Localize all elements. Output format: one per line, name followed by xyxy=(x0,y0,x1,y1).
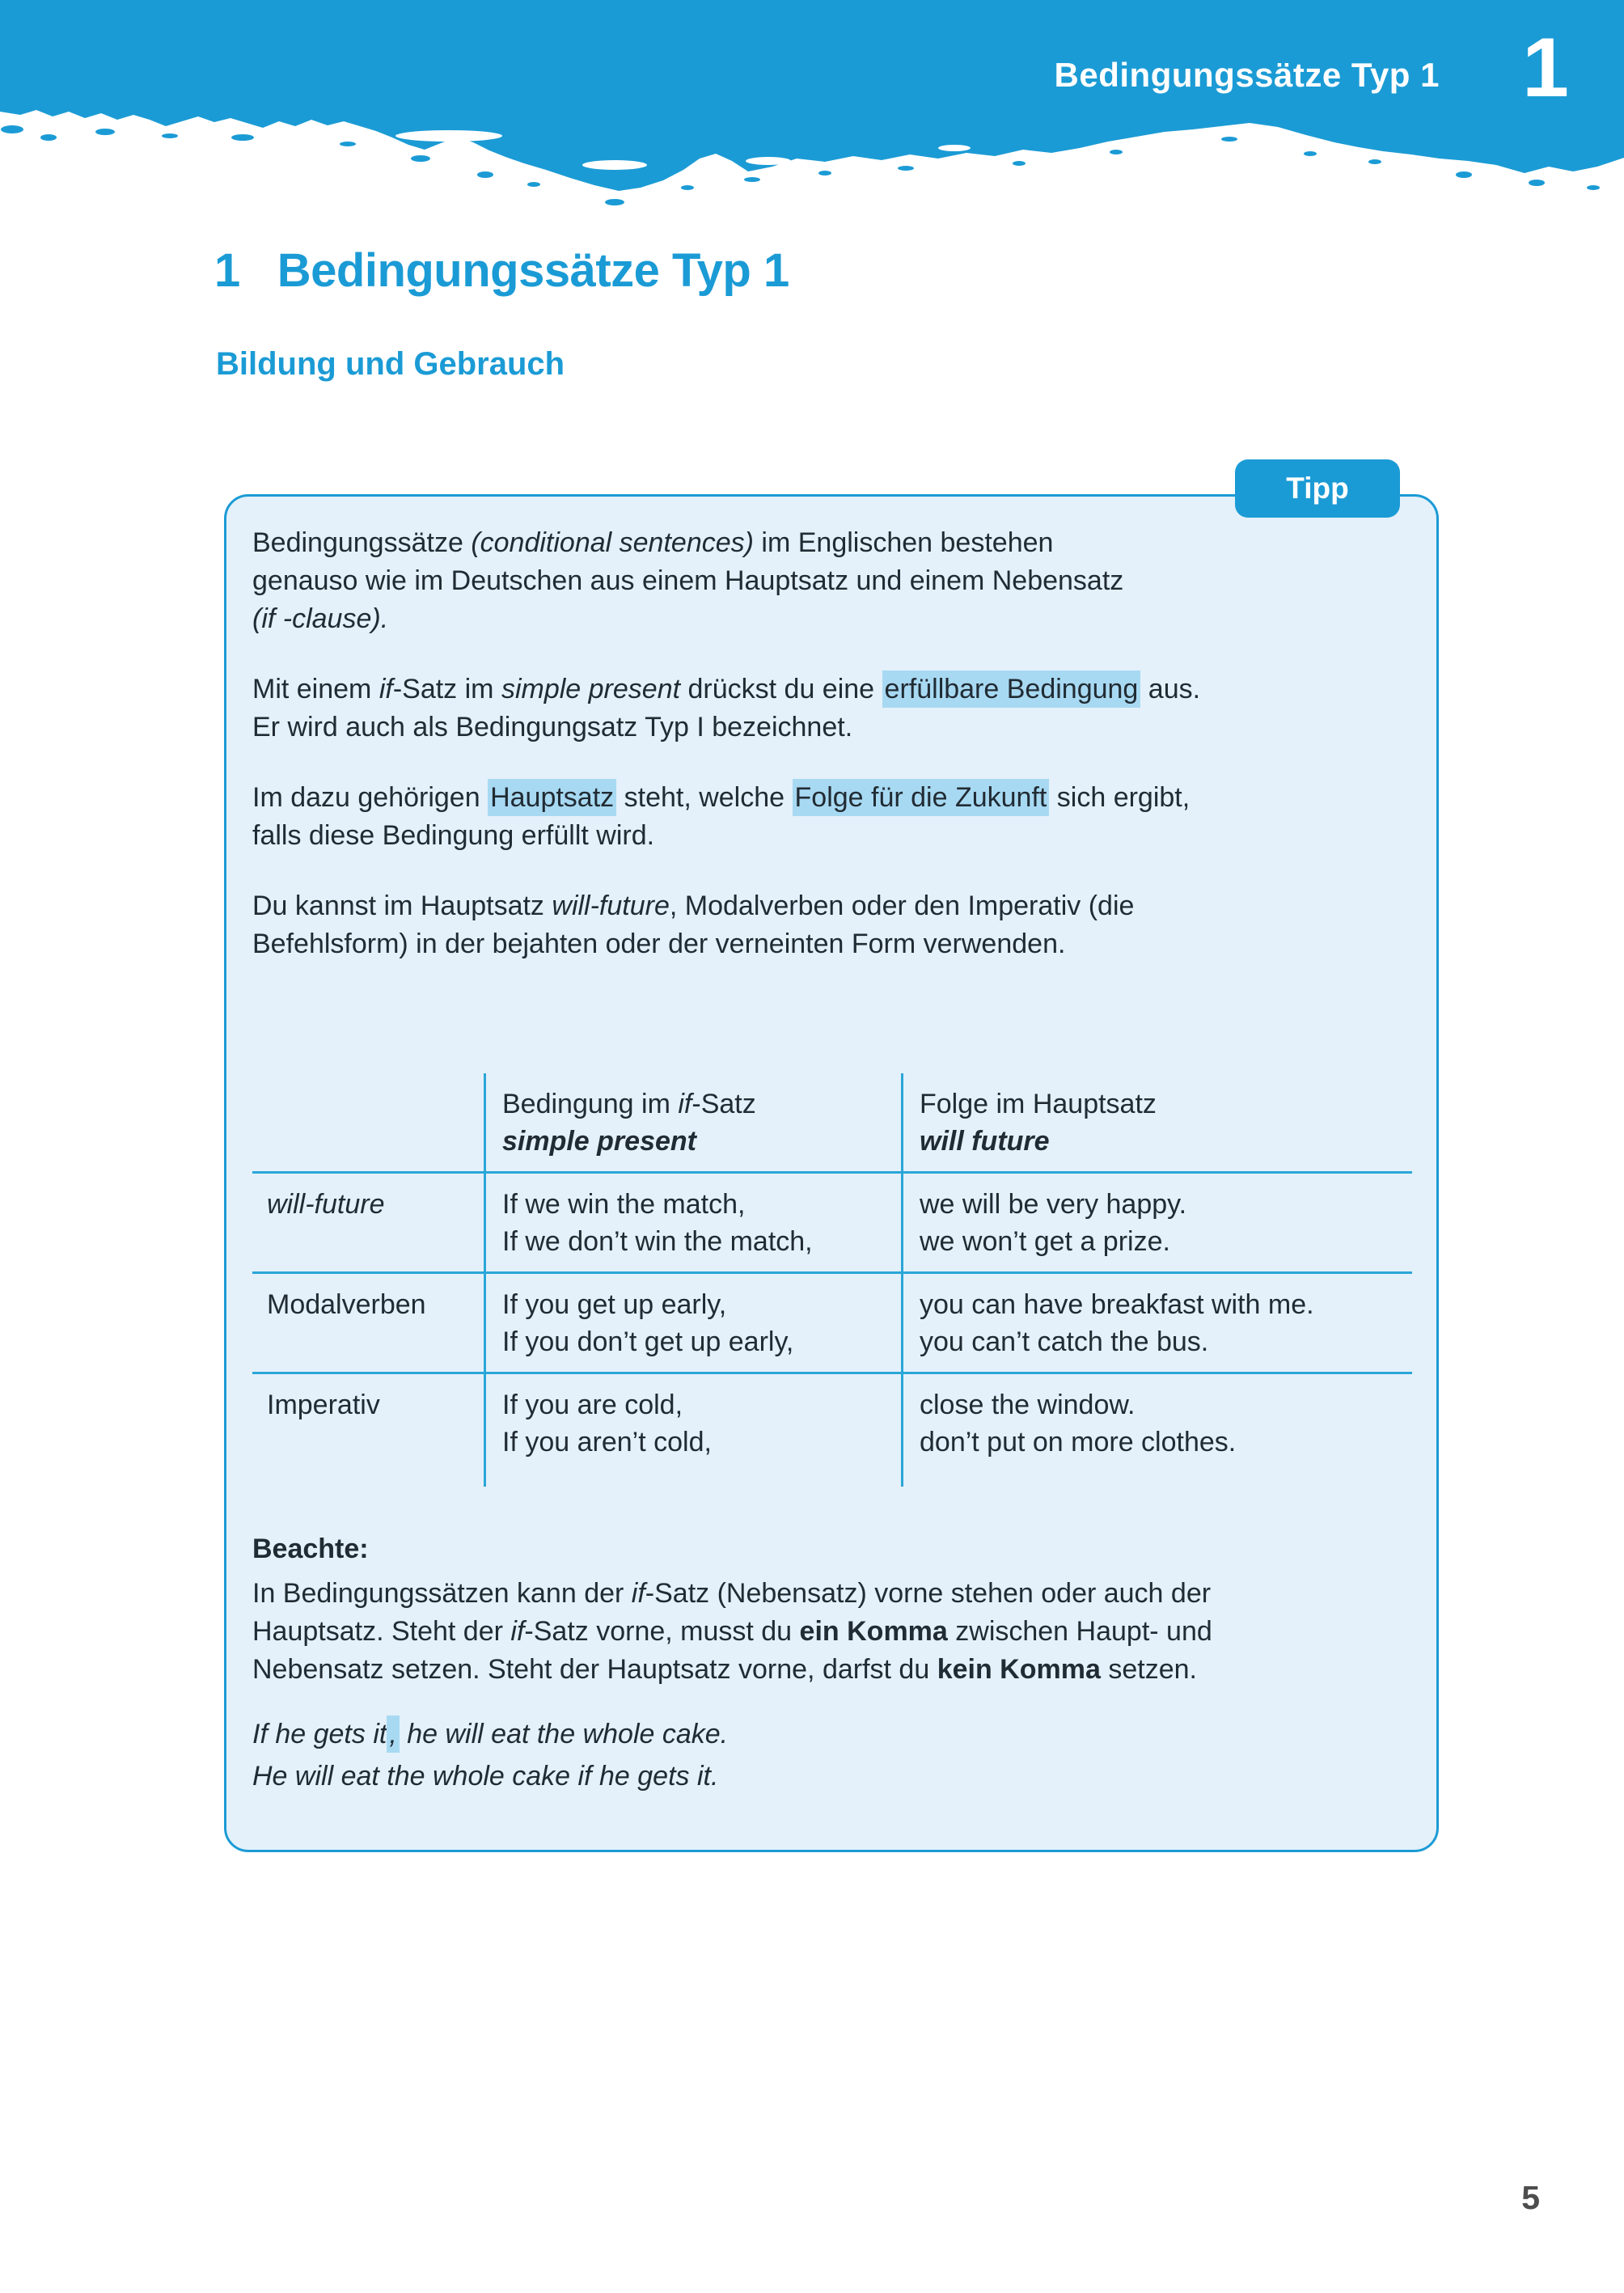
tip-paragraph-condition: Mit einem if-Satz im simple present drückst du eine erfüllbare Bedingung aus. Er wird auch als Bedingungsatz Typ I bezeichnet. xyxy=(252,671,1412,747)
page-number: 5 xyxy=(1521,2179,1540,2216)
tip-paragraph-mainclause: Im dazu gehörigen Hauptsatz steht, welche Folge für die Zukunft sich ergibt, falls diese Bedingung erfüllt wird. xyxy=(252,779,1412,855)
row-label: will-future xyxy=(267,1189,385,1220)
section-title: Bildung und Gebrauch xyxy=(216,346,565,382)
tip-tab-label: Tipp xyxy=(1235,459,1400,518)
condition-line: If you don’t get up early, xyxy=(502,1326,794,1357)
table-row-modalverben xyxy=(252,1271,1412,1372)
row-condition-cell xyxy=(484,1374,901,1487)
table-header-result-cell xyxy=(901,1073,1412,1171)
row-label: Modalverben xyxy=(267,1289,426,1320)
chapter-label: Bedingungssätze Typ 1 xyxy=(1054,56,1440,94)
table-header-condition-line2: simple present xyxy=(502,1126,696,1157)
note-heading: Beachte: xyxy=(252,1534,369,1564)
tip-paragraph-intro: Bedingungssätze (conditional sentences) im Englischen bestehen genauso wie im Deutschen aus einem Hauptsatz und einem Nebensatz (if -clause). xyxy=(252,527,1124,634)
row-condition-cell xyxy=(484,1274,901,1372)
table-header-empty-cell xyxy=(252,1073,484,1171)
tip-paragraph-forms: Du kannst im Hauptsatz will-future, Modalverben oder den Imperativ (die Befehlsform) in der bejahten oder der verneinten Form verwenden. xyxy=(252,891,1135,959)
chapter-title xyxy=(214,244,789,297)
row-result-cell xyxy=(901,1274,1412,1372)
row-result-cell xyxy=(901,1174,1412,1271)
condition-line: If you are cold, xyxy=(502,1390,683,1420)
result-line: don’t put on more clothes. xyxy=(920,1427,1237,1457)
example-sentence-2: He will eat the whole cake if he gets it. xyxy=(252,1761,719,1792)
chapter-number: 1 xyxy=(1522,21,1569,115)
table-header-row xyxy=(252,1073,1412,1171)
condition-line: If we win the match, xyxy=(502,1189,746,1220)
table-header-condition-cell xyxy=(484,1073,901,1171)
chapter-title-number: 1 xyxy=(214,244,240,297)
tip-box xyxy=(224,472,1439,1852)
note-body: In Bedingungssätzen kann der if-Satz (Nebensatz) vorne stehen oder auch der Hauptsatz. Steht der if-Satz vorne, musst du ein Komma zwischen Haupt- und Nebensatz setzen. Steht der Hauptsatz vorne, darfst du kein Komma setzen. xyxy=(252,1578,1212,1685)
table-row-will-future xyxy=(252,1171,1412,1271)
table-row-imperativ xyxy=(252,1372,1412,1487)
condition-line: If you get up early, xyxy=(502,1289,727,1320)
chapter-title-text: Bedingungssätze Typ 1 xyxy=(277,244,789,297)
example-sentence-1: If he gets it, he will eat the whole cake. xyxy=(252,1713,1412,1755)
grammar-table xyxy=(252,1073,1412,1487)
condition-line: If we don’t win the match, xyxy=(502,1226,813,1257)
row-result-cell xyxy=(901,1374,1412,1487)
brush-stroke-graphic xyxy=(0,0,1624,210)
page-header-band xyxy=(0,0,1624,210)
result-line: you can’t catch the bus. xyxy=(920,1326,1209,1357)
table-header-condition-line1: Bedingung im if-Satz xyxy=(502,1089,756,1119)
result-line: we won’t get a prize. xyxy=(920,1226,1170,1257)
result-line: you can have breakfast with me. xyxy=(920,1289,1314,1320)
result-line: close the window. xyxy=(920,1390,1136,1420)
table-header-result-line2: will future xyxy=(920,1126,1050,1157)
row-label: Imperativ xyxy=(267,1390,380,1420)
row-condition-cell xyxy=(484,1174,901,1271)
condition-line: If you aren’t cold, xyxy=(502,1427,712,1457)
table-header-result-line1: Folge im Hauptsatz xyxy=(920,1089,1157,1119)
result-line: we will be very happy. xyxy=(920,1189,1187,1220)
